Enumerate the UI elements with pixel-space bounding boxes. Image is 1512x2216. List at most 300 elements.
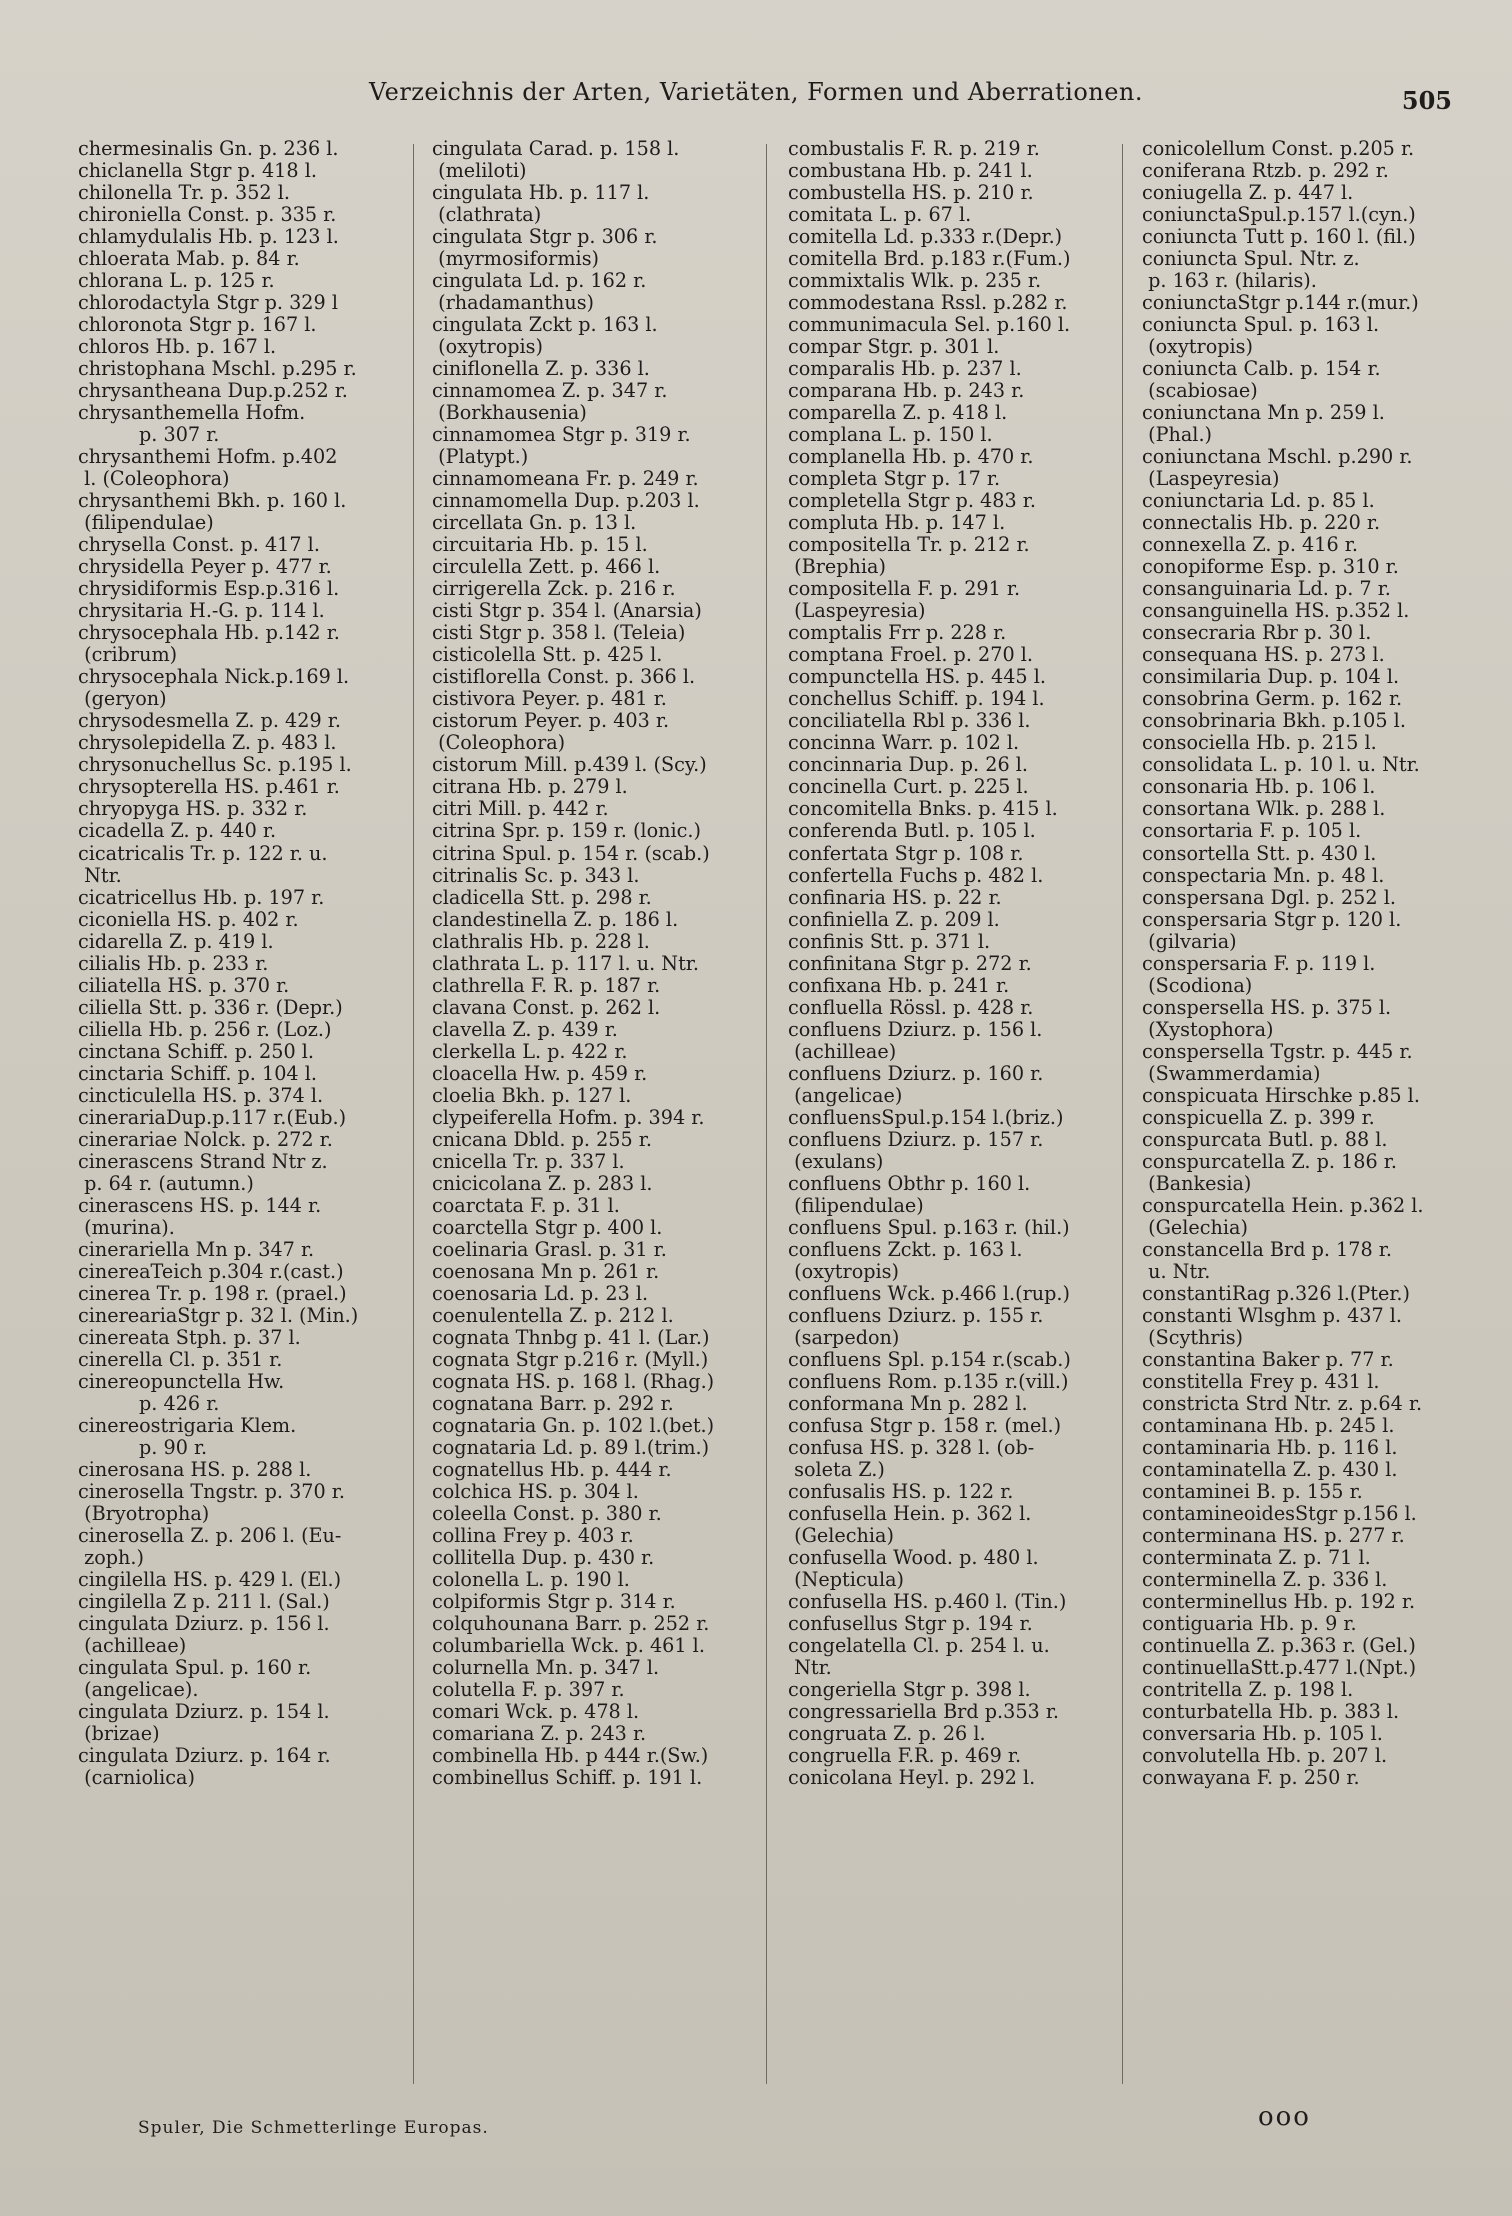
index-entry: chloronota Stgr p. 167 l. [78, 313, 317, 337]
index-entry: (angelicae) [788, 1083, 903, 1107]
index-entry: confinitana Stgr p. 272 r. [788, 951, 1032, 975]
index-entry: conciliatella Rbl p. 336 l. [788, 709, 1031, 733]
index-entry: confusella Hein. p. 362 l. [788, 1501, 1032, 1525]
index-entry: p. 90 r. [78, 1435, 208, 1459]
index-entry: chrysodesmella Z. p. 429 r. [78, 709, 341, 733]
index-entry: chrysanthemi Hofm. p.402 [78, 445, 338, 469]
index-entry: chrysocephala Hb. p.142 r. [78, 621, 340, 645]
index-entry: cinerariae Nolck. p. 272 r. [78, 1127, 333, 1151]
index-entry: cicadella Z. p. 440 r. [78, 819, 277, 843]
index-entry: chilonella Tr. p. 352 l. [78, 181, 290, 205]
index-entry: confiniella Z. p. 209 l. [788, 907, 1000, 931]
index-entry: conversaria Hb. p. 105 l. [1142, 1722, 1383, 1746]
index-entry: conferenda Butl. p. 105 l. [788, 819, 1036, 843]
index-entry: coniuncta Tutt p. 160 l. (fil.) [1142, 225, 1416, 249]
index-entry: continuellaStt.p.477 l.(Npt.) [1142, 1656, 1417, 1680]
index-entry: cinereariaStgr p. 32 l. (Min.) [78, 1303, 359, 1327]
page-number: 505 [1401, 86, 1452, 115]
index-entry: coniunctaria Ld. p. 85 l. [1142, 489, 1375, 513]
index-entry: cognataria Gn. p. 102 l.(bet.) [432, 1413, 715, 1437]
index-entry: circellata Gn. p. 13 l. [432, 511, 637, 535]
index-entry: cloacella Hw. p. 459 r. [432, 1061, 648, 1085]
index-entry: (oxytropis) [788, 1259, 899, 1283]
index-entry: comitata L. p. 67 l. [788, 203, 972, 227]
index-entry: colquhounana Barr. p. 252 r. [432, 1612, 710, 1636]
index-entry: consobrinaria Bkh. p.105 l. [1142, 709, 1406, 733]
index-entry: confertella Fuchs p. 482 l. [788, 863, 1044, 887]
index-entry: cicatricellus Hb. p. 197 r. [78, 885, 325, 909]
index-entry: contamineoidesStgr p.156 l. [1142, 1501, 1417, 1525]
index-entry: (murina). [78, 1215, 175, 1239]
index-entry: confluella Rössl. p. 428 r. [788, 995, 1034, 1019]
index-entry: (Gelechia) [788, 1523, 894, 1547]
index-entry: coniuncta Calb. p. 154 r. [1142, 357, 1381, 381]
index-entry: cinerella Cl. p. 351 r. [78, 1347, 283, 1371]
index-entry: complanella Hb. p. 470 r. [788, 445, 1034, 469]
index-entry: conformana Mn p. 282 l. [788, 1391, 1028, 1415]
index-entry: chrysidiformis Esp.p.316 l. [78, 577, 340, 601]
index-entry: cognatana Barr. p. 292 r. [432, 1391, 674, 1415]
index-entry: conspicuella Z. p. 399 r. [1142, 1105, 1375, 1129]
index-entry: zoph.) [78, 1546, 144, 1569]
index-entry: congelatella Cl. p. 254 l. u. [788, 1634, 1050, 1658]
index-entry: contritella Z. p. 198 l. [1142, 1678, 1354, 1702]
index-entry: (filipendulae) [78, 511, 214, 535]
index-entry: conicolana Heyl. p. 292 l. [788, 1766, 1036, 1790]
index-entry: cinnamomella Dup. p.203 l. [432, 489, 700, 513]
index-entry: combustalis F. R. p. 219 r. [788, 138, 1040, 160]
index-columns [78, 138, 1468, 2093]
index-entry: consortaria F. p. 105 l. [1142, 819, 1362, 843]
index-entry: p. 307 r. [78, 423, 220, 447]
index-entry: coniuncta Spul. p. 163 l. [1142, 313, 1380, 337]
index-column-3 [788, 138, 1108, 2093]
index-entry: cinerea Tr. p. 198 r. (prael.) [78, 1281, 347, 1305]
index-entry: completa Stgr p. 17 r. [788, 467, 1001, 491]
index-entry: conspersana Dgl. p. 252 l. [1142, 885, 1396, 909]
index-entry: (clathrata) [432, 203, 542, 227]
index-entry: citrinalis Sc. p. 343 l. [432, 863, 640, 887]
index-entry: cisticolella Stt. p. 425 l. [432, 643, 663, 667]
index-entry: comitella Brd. p.183 r.(Fum.) [788, 247, 1071, 271]
index-entry: cinctaria Schiff. p. 104 l. [78, 1061, 317, 1085]
index-entry: cognataria Ld. p. 89 l.(trim.) [432, 1435, 710, 1459]
index-entry: conopiforme Esp. p. 310 r. [1142, 555, 1399, 579]
index-entry: ciliella Hb. p. 256 r. (Loz.) [78, 1017, 332, 1041]
index-entry: cidarella Z. p. 419 l. [78, 929, 274, 953]
index-entry: cnicella Tr. p. 337 l. [432, 1149, 625, 1173]
index-entry: cinerascens Strand Ntr z. [78, 1149, 328, 1173]
index-entry: clavana Const. p. 262 l. [432, 995, 661, 1019]
index-entry: chrysonuchellus Sc. p.195 l. [78, 753, 352, 777]
column-divider [413, 144, 414, 2084]
index-entry: cladicella Stt. p. 298 r. [432, 885, 652, 909]
index-entry: (Swammerdamia) [1142, 1061, 1321, 1085]
index-entry: constantina Baker p. 77 r. [1142, 1347, 1394, 1371]
index-entry: (oxytropis) [1142, 335, 1253, 359]
index-entry: confluens Dziurz. p. 155 r. [788, 1303, 1044, 1327]
index-entry: (gilvaria) [1142, 929, 1237, 953]
index-entry: consociella Hb. p. 215 l. [1142, 731, 1377, 755]
index-entry: constitella Frey p. 431 l. [1142, 1369, 1380, 1393]
index-entry: constancella Brd p. 178 r. [1142, 1237, 1392, 1261]
index-entry: cinnamomea Stgr p. 319 r. [432, 423, 691, 447]
index-entry: cingulata Stgr p. 306 r. [432, 225, 658, 249]
index-entry: confinis Stt. p. 371 l. [788, 929, 991, 953]
index-entry: confusellus Stgr p. 194 r. [788, 1612, 1033, 1636]
index-entry: conterminata Z. p. 71 l. [1142, 1546, 1371, 1569]
index-entry: consecraria Rbr p. 30 l. [1142, 621, 1372, 645]
index-entry: cisti Stgr p. 358 l. (Teleia) [432, 621, 686, 645]
index-entry: compar Stgr. p. 301 l. [788, 335, 1000, 359]
index-entry: conchellus Schiff. p. 194 l. [788, 687, 1045, 711]
index-entry: chrysitaria H.-G. p. 114 l. [78, 599, 325, 623]
index-entry: chironiella Const. p. 335 r. [78, 203, 337, 227]
index-entry: colpiformis Stgr p. 314 r. [432, 1590, 676, 1614]
index-entry: cingulata Dziurz. p. 164 r. [78, 1744, 331, 1768]
index-entry: cinereata Stph. p. 37 l. [78, 1325, 301, 1349]
index-entry: confluens Spl. p.154 r.(scab.) [788, 1347, 1071, 1371]
index-entry: confinaria HS. p. 22 r. [788, 885, 1002, 909]
index-entry: (Brephia) [788, 555, 886, 579]
index-entry: contiguaria Hb. p. 9 r. [1142, 1612, 1357, 1636]
index-entry: Ntr. [788, 1656, 832, 1680]
index-entry: (exulans) [788, 1149, 884, 1173]
index-entry: consanguinaria Ld. p. 7 r. [1142, 577, 1391, 601]
index-entry: (achilleae) [788, 1039, 897, 1063]
index-entry: compunctella HS. p. 445 l. [788, 665, 1046, 689]
index-entry: complana L. p. 150 l. [788, 423, 993, 447]
index-entry: cingulata Dziurz. p. 156 l. [78, 1612, 330, 1636]
index-entry: cingilella Z p. 211 l. (Sal.) [78, 1590, 330, 1614]
index-entry: comptana Froel. p. 270 l. [788, 643, 1033, 667]
index-entry: compositella F. p. 291 r. [788, 577, 1021, 601]
index-entry: concinnaria Dup. p. 26 l. [788, 753, 1028, 777]
index-entry: confusa HS. p. 328 l. (ob- [788, 1435, 1035, 1459]
index-entry: cingulata Ld. p. 162 r. [432, 269, 647, 293]
index-entry: clavella Z. p. 439 r. [432, 1017, 618, 1041]
index-entry: coleella Const. p. 380 r. [432, 1501, 662, 1525]
index-entry: p. 64 r. (autumn.) [78, 1171, 254, 1195]
index-entry: cognata HS. p. 168 l. (Rhag.) [432, 1369, 715, 1393]
index-entry: cingulata Hb. p. 117 l. [432, 181, 650, 205]
index-entry: completella Stgr p. 483 r. [788, 489, 1036, 513]
index-entry: cistivora Peyer. p. 481 r. [432, 687, 667, 711]
index-entry: cloelia Bkh. p. 127 l. [432, 1083, 632, 1107]
index-entry: cnicana Dbld. p. 255 r. [432, 1127, 652, 1151]
index-entry: conspectaria Mn. p. 48 l. [1142, 863, 1385, 887]
index-entry: confluens Spul. p.163 r. (hil.) [788, 1215, 1070, 1239]
index-entry: constantiRag p.326 l.(Pter.) [1142, 1281, 1411, 1305]
index-entry: (myrmosiformis) [432, 247, 600, 271]
index-entry: chrysella Const. p. 417 l. [78, 533, 320, 557]
index-entry: coniferana Rtzb. p. 292 r. [1142, 159, 1389, 183]
index-entry: cingulata Dziurz. p. 154 l. [78, 1700, 330, 1724]
index-entry: cinereostrigaria Klem. [78, 1413, 297, 1437]
index-entry: confusa Stgr p. 158 r. (mel.) [788, 1413, 1062, 1437]
index-entry: cnicicolana Z. p. 283 l. [432, 1171, 653, 1195]
index-entry: comparana Hb. p. 243 r. [788, 379, 1025, 403]
index-entry: christophana Mschl. p.295 r. [78, 357, 357, 381]
index-entry: cistorum Mill. p.439 l. (Scy.) [432, 753, 707, 777]
index-entry: citrina Spul. p. 154 r. (scab.) [432, 841, 710, 865]
index-entry: (Scythris) [1142, 1325, 1244, 1349]
index-entry: compluta Hb. p. 147 l. [788, 511, 1006, 535]
index-column-2 [432, 138, 752, 2093]
index-entry: combustella HS. p. 210 r. [788, 181, 1034, 205]
index-entry: consimilaria Dup. p. 104 l. [1142, 665, 1400, 689]
index-entry: cincticulella HS. p. 374 l. [78, 1083, 324, 1107]
index-entry: congruella F.R. p. 469 r. [788, 1744, 1022, 1768]
column-divider [766, 144, 767, 2084]
index-entry: (Xystophora) [1142, 1017, 1274, 1041]
index-entry: conspersaria Stgr p. 120 l. [1142, 907, 1402, 931]
index-entry: comparalis Hb. p. 237 l. [788, 357, 1022, 381]
index-entry: Ntr. [78, 863, 122, 887]
index-entry: confusella Wood. p. 480 l. [788, 1546, 1039, 1569]
footer-citation: Spuler, Die Schmetterlinge Europas. [138, 2118, 489, 2138]
index-entry: (sarpedon) [788, 1325, 900, 1349]
index-entry: citrana Hb. p. 279 l. [432, 775, 628, 799]
index-entry: confluens Wck. p.466 l.(rup.) [788, 1281, 1070, 1305]
index-column-1 [78, 138, 398, 2093]
index-entry: coelinaria Grasl. p. 31 r. [432, 1237, 667, 1261]
index-entry: combinella Hb. p 444 r.(Sw.) [432, 1744, 709, 1768]
index-entry: columbariella Wck. p. 461 l. [432, 1634, 705, 1658]
index-entry: cicatricalis Tr. p. 122 r. u. [78, 841, 328, 865]
index-entry: congeriella Stgr p. 398 l. [788, 1678, 1031, 1702]
index-entry: congruata Z. p. 26 l. [788, 1722, 986, 1746]
index-entry: conspersella Tgstr. p. 445 r. [1142, 1039, 1413, 1063]
index-entry: (Scodiona) [1142, 973, 1253, 997]
index-entry: conterminellus Hb. p. 192 r. [1142, 1590, 1416, 1614]
index-entry: colchica HS. p. 304 l. [432, 1479, 639, 1503]
index-entry: concinella Curt. p. 225 l. [788, 775, 1029, 799]
index-entry: combinellus Schiff. p. 191 l. [432, 1766, 703, 1790]
index-entry: cinerosana HS. p. 288 l. [78, 1457, 312, 1481]
index-entry: coniunctana Mschl. p.290 r. [1142, 445, 1413, 469]
index-entry: clandestinella Z. p. 186 l. [432, 907, 679, 931]
index-entry: cognata Stgr p.216 r. (Myll.) [432, 1347, 709, 1371]
index-entry: conterminana HS. p. 277 r. [1142, 1523, 1405, 1547]
index-entry: conturbatella Hb. p. 383 l. [1142, 1700, 1400, 1724]
index-entry: conspersaria F. p. 119 l. [1142, 951, 1376, 975]
index-entry: consortella Stt. p. 430 l. [1142, 841, 1377, 865]
index-entry: colurnella Mn. p. 347 l. [432, 1656, 660, 1680]
index-entry: consanguinella HS. p.352 l. [1142, 599, 1410, 623]
index-entry: cilialis Hb. p. 233 r. [78, 951, 269, 975]
index-entry: comari Wck. p. 478 l. [432, 1700, 640, 1724]
index-entry: contaminaria Hb. p. 116 l. [1142, 1435, 1398, 1459]
index-entry: (cribrum) [78, 643, 178, 667]
index-entry: cisti Stgr p. 354 l. (Anarsia) [432, 599, 702, 623]
index-entry: contaminana Hb. p. 245 l. [1142, 1413, 1395, 1437]
index-entry: chloerata Mab. p. 84 r. [78, 247, 300, 271]
index-entry: colutella F. p. 397 r. [432, 1678, 625, 1702]
index-entry: cistiflorella Const. p. 366 l. [432, 665, 696, 689]
index-entry: confusalis HS. p. 122 r. [788, 1479, 1014, 1503]
index-column-4 [1142, 138, 1462, 2093]
index-entry: (rhadamanthus) [432, 291, 595, 315]
index-entry: citri Mill. p. 442 r. [432, 797, 609, 821]
index-entry: p. 426 r. [78, 1391, 220, 1415]
index-entry: confluens Obthr p. 160 l. [788, 1171, 1031, 1195]
index-entry: consonaria Hb. p. 106 l. [1142, 775, 1376, 799]
index-entry: commodestana Rssl. p.282 r. [788, 291, 1068, 315]
index-entry: confluens Dziurz. p. 160 r. [788, 1061, 1044, 1085]
index-entry: coenosana Mn p. 261 r. [432, 1259, 660, 1283]
index-entry: cinereaTeich p.304 r.(cast.) [78, 1259, 344, 1283]
index-entry: connexella Z. p. 416 r. [1142, 533, 1358, 557]
index-entry: (Bryotropha) [78, 1501, 210, 1525]
index-entry: cingulata Zckt p. 163 l. [432, 313, 658, 337]
index-entry: coenulentella Z. p. 212 l. [432, 1303, 674, 1327]
running-header: Verzeichnis der Arten, Varietäten, Formen und Aberrationen. [368, 78, 1144, 106]
index-entry: cingilella HS. p. 429 l. (El.) [78, 1568, 342, 1592]
index-entry: coniunctaSpul.p.157 l.(cyn.) [1142, 203, 1416, 227]
index-entry: conterminella Z. p. 336 l. [1142, 1568, 1388, 1592]
index-entry: connectalis Hb. p. 220 r. [1142, 511, 1381, 535]
index-entry: circuitaria Hb. p. 15 l. [432, 533, 648, 557]
index-entry: l. (Coleophora) [78, 467, 230, 491]
index-entry: (brizae) [78, 1722, 160, 1746]
index-entry: consortana Wlk. p. 288 l. [1142, 797, 1386, 821]
index-entry: chrysanthemella Hofm. [78, 401, 306, 425]
index-entry: cinnamomeana Fr. p. 249 r. [432, 467, 699, 491]
index-entry: constanti Wlsghm p. 437 l. [1142, 1303, 1403, 1327]
index-entry: cistorum Peyer. p. 403 r. [432, 709, 670, 733]
index-entry: conspicuata Hirschke p.85 l. [1142, 1083, 1420, 1107]
index-entry: soleta Z.) [788, 1457, 885, 1481]
index-entry: chrysantheana Dup.p.252 r. [78, 379, 348, 403]
index-entry: circulella Zett. p. 466 l. [432, 555, 661, 579]
index-entry: compositella Tr. p. 212 r. [788, 533, 1030, 557]
index-entry: chiclanella Stgr p. 418 l. [78, 159, 317, 183]
index-entry: chermesinalis Gn. p. 236 l. [78, 138, 339, 160]
index-entry: (filipendulae) [788, 1193, 924, 1217]
index-entry: collina Frey p. 403 r. [432, 1523, 634, 1547]
index-entry: cognata Thnbg p. 41 l. (Lar.) [432, 1325, 710, 1349]
index-entry: confusella HS. p.460 l. (Tin.) [788, 1590, 1067, 1614]
index-entry: confluens Dziurz. p. 156 l. [788, 1017, 1043, 1041]
index-entry: confluens Rom. p.135 r.(vill.) [788, 1369, 1069, 1393]
index-entry: clathrata L. p. 117 l. u. Ntr. [432, 951, 699, 975]
index-entry: (meliloti) [432, 159, 527, 183]
index-entry: (oxytropis) [432, 335, 543, 359]
index-entry: confluensSpul.p.154 l.(briz.) [788, 1105, 1064, 1129]
index-entry: confertata Stgr p. 108 r. [788, 841, 1024, 865]
signature-mark: ooo [1258, 2102, 1311, 2132]
index-entry: coarctata F. p. 31 l. [432, 1193, 620, 1217]
index-entry: congressariella Brd p.353 r. [788, 1700, 1059, 1724]
index-entry: conspersella HS. p. 375 l. [1142, 995, 1392, 1019]
index-entry: cinerariella Mn p. 347 r. [78, 1237, 315, 1261]
index-entry: combustana Hb. p. 241 l. [788, 159, 1033, 183]
index-entry: cinctana Schiff. p. 250 l. [78, 1039, 315, 1063]
index-entry: cinerosella Z. p. 206 l. (Eu- [78, 1523, 342, 1547]
index-entry: communimacula Sel. p.160 l. [788, 313, 1071, 337]
index-entry: concomitella Bnks. p. 415 l. [788, 797, 1058, 821]
index-entry: (Coleophora) [432, 731, 566, 755]
index-entry: continuella Z. p.363 r. (Gel.) [1142, 1634, 1416, 1658]
index-entry: (angelicae). [78, 1678, 199, 1702]
index-entry: (Nepticula) [788, 1568, 905, 1592]
index-entry: ciconiella HS. p. 402 r. [78, 907, 299, 931]
index-entry: chlamydulalis Hb. p. 123 l. [78, 225, 339, 249]
index-entry: chlorana L. p. 125 r. [78, 269, 275, 293]
index-entry: cirrigerella Zck. p. 216 r. [432, 577, 676, 601]
index-entry: (Gelechia) [1142, 1215, 1248, 1239]
index-entry: collitella Dup. p. 430 r. [432, 1546, 655, 1569]
index-entry: (achilleae) [78, 1634, 187, 1658]
index-entry: colonella L. p. 190 l. [432, 1568, 630, 1592]
index-entry: (geryon) [78, 687, 167, 711]
column-divider [1122, 144, 1123, 2084]
index-entry: ciliatella HS. p. 370 r. [78, 973, 290, 997]
index-entry: contaminatella Z. p. 430 l. [1142, 1457, 1398, 1481]
index-entry: conwayana F. p. 250 r. [1142, 1766, 1360, 1790]
index-entry: (Borkhausenia) [432, 401, 587, 425]
index-entry: chlorodactyla Stgr p. 329 l [78, 291, 338, 315]
index-entry: (Bankesia) [1142, 1171, 1252, 1195]
index-entry: cinerosella Tngstr. p. 370 r. [78, 1479, 345, 1503]
index-entry: chrysocephala Nick.p.169 l. [78, 665, 350, 689]
index-entry: comitella Ld. p.333 r.(Depr.) [788, 225, 1063, 249]
index-entry: clathrella F. R. p. 187 r. [432, 973, 661, 997]
index-entry: u. Ntr. [1142, 1259, 1211, 1283]
index-entry: confluens Dziurz. p. 157 r. [788, 1127, 1044, 1151]
index-entry: (Laspeyresia) [1142, 467, 1280, 491]
index-entry: concinna Warr. p. 102 l. [788, 731, 1020, 755]
index-entry: contaminei B. p. 155 r. [1142, 1479, 1363, 1503]
index-entry: cingulata Spul. p. 160 r. [78, 1656, 312, 1680]
index-entry: chrysidella Peyer p. 477 r. [78, 555, 332, 579]
index-entry: consolidata L. p. 10 l. u. Ntr. [1142, 753, 1420, 777]
index-entry: (Laspeyresia) [788, 599, 926, 623]
index-entry: constricta Strd Ntr. z. p.64 r. [1142, 1391, 1423, 1415]
index-entry: cingulata Carad. p. 158 l. [432, 138, 680, 160]
index-entry: cinereopunctella Hw. [78, 1369, 285, 1393]
index-entry: chryopyga HS. p. 332 r. [78, 797, 308, 821]
index-entry: cinerariaDup.p.117 r.(Eub.) [78, 1105, 347, 1129]
index-entry: clerkella L. p. 422 r. [432, 1039, 628, 1063]
index-entry: chrysopterella HS. p.461 r. [78, 775, 340, 799]
index-entry: conspurcata Butl. p. 88 l. [1142, 1127, 1388, 1151]
index-entry: ciliella Stt. p. 336 r. (Depr.) [78, 995, 343, 1019]
index-entry: (Platypt.) [432, 445, 529, 469]
index-entry: cinnamomea Z. p. 347 r. [432, 379, 668, 403]
index-entry: commixtalis Wlk. p. 235 r. [788, 269, 1042, 293]
index-entry: coenosaria Ld. p. 23 l. [432, 1281, 649, 1305]
index-entry: (scabiosae) [1142, 379, 1258, 403]
index-entry: confluens Zckt. p. 163 l. [788, 1237, 1023, 1261]
index-entry: clypeiferella Hofm. p. 394 r. [432, 1105, 705, 1129]
index-entry: coniuncta Spul. Ntr. z. [1142, 247, 1360, 271]
index-entry: comariana Z. p. 243 r. [432, 1722, 647, 1746]
index-entry: conspurcatella Hein. p.362 l. [1142, 1193, 1424, 1217]
index-entry: citrina Spr. p. 159 r. (lonic.) [432, 819, 701, 843]
index-entry: (carniolica) [78, 1766, 195, 1790]
index-entry: consobrina Germ. p. 162 r. [1142, 687, 1403, 711]
index-entry: convolutella Hb. p. 207 l. [1142, 1744, 1388, 1768]
index-entry: chloros Hb. p. 167 l. [78, 335, 277, 359]
index-entry: ciniflonella Z. p. 336 l. [432, 357, 650, 381]
index-entry: consequana HS. p. 273 l. [1142, 643, 1385, 667]
index-entry: cinerascens HS. p. 144 r. [78, 1193, 322, 1217]
index-entry: confixana Hb. p. 241 r. [788, 973, 1010, 997]
index-entry: (Phal.) [1142, 423, 1213, 447]
index-entry: conicolellum Const. p.205 r. [1142, 138, 1415, 160]
